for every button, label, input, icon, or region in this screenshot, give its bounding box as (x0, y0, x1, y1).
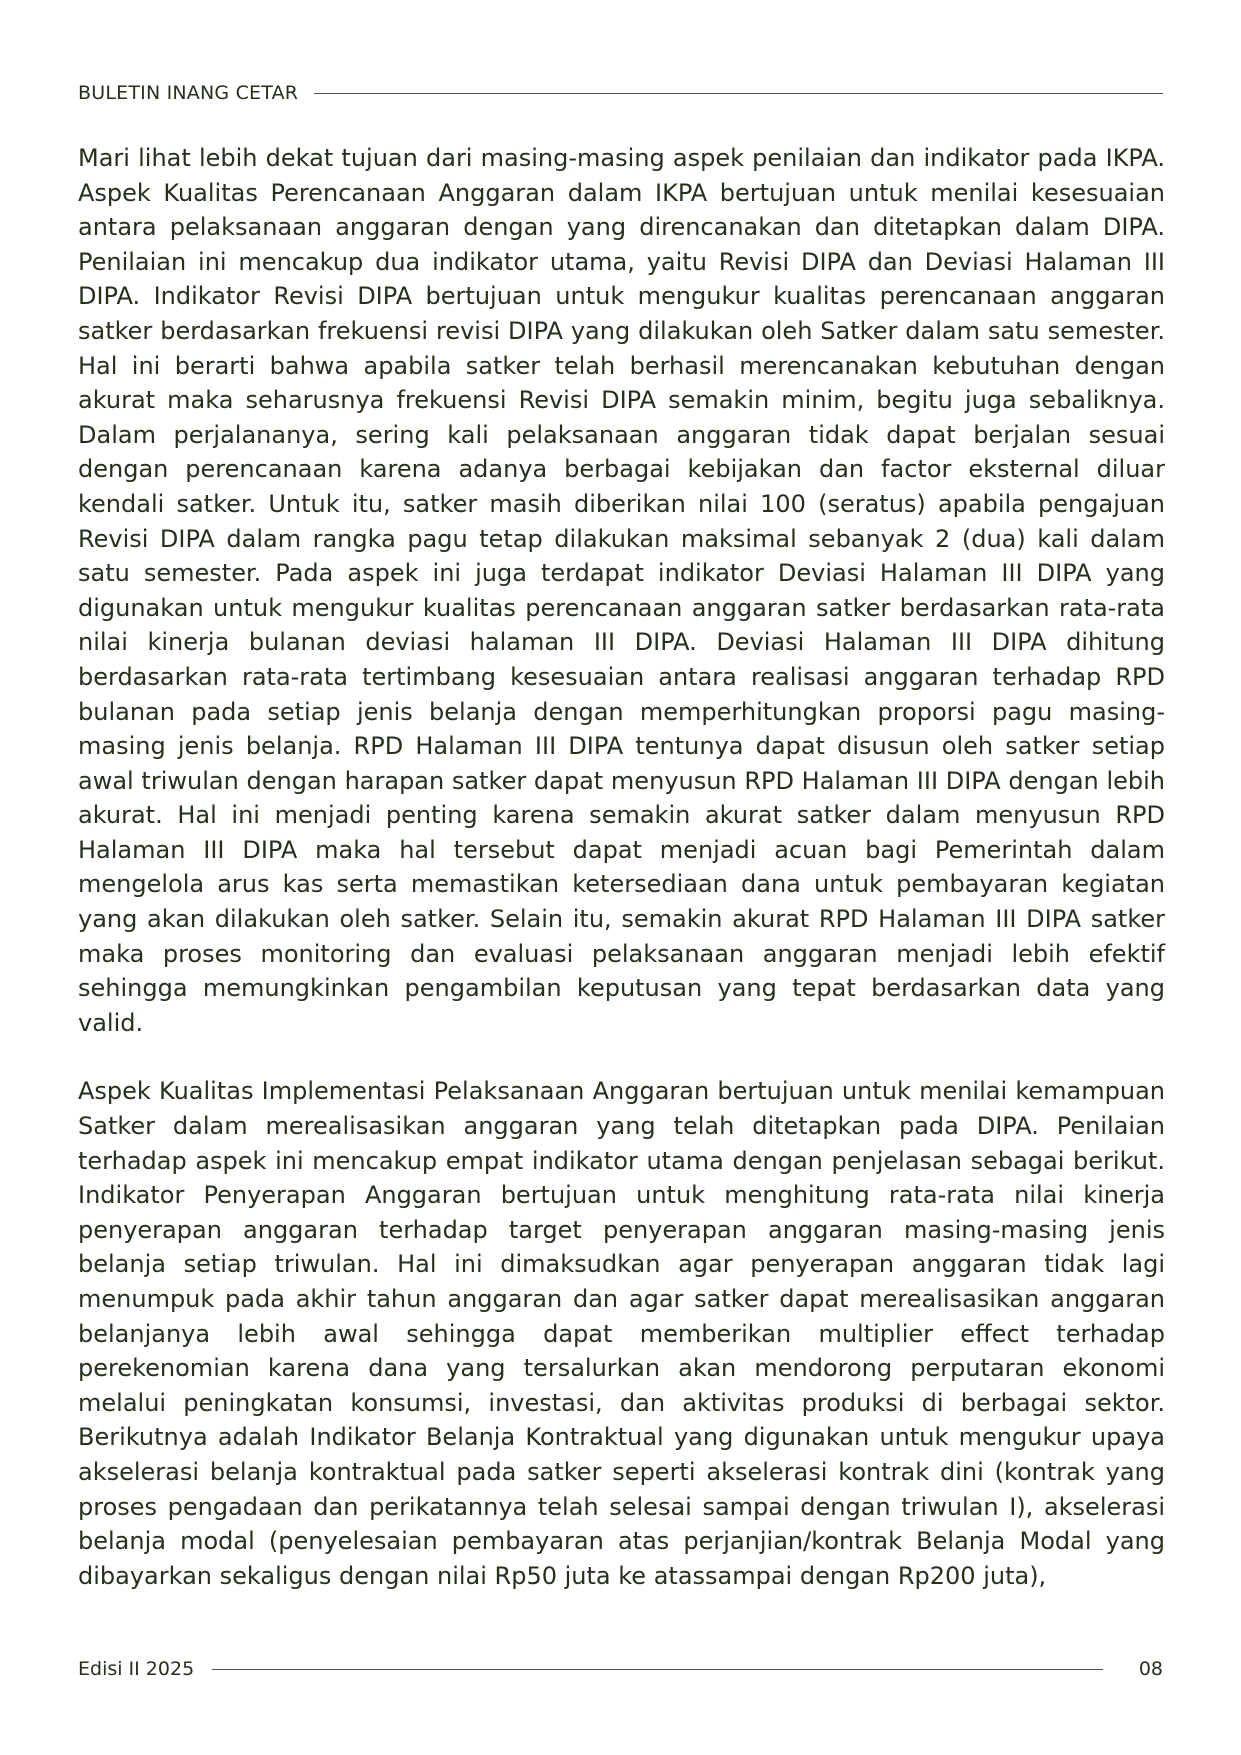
page-header (78, 78, 1163, 108)
publication-title: BULETIN INANG CETAR (78, 82, 299, 104)
page-footer (78, 1654, 1163, 1684)
article-body (78, 141, 1165, 1593)
page-number: 08 (1138, 1658, 1163, 1680)
edition-label: Edisi II 2025 (78, 1658, 195, 1680)
body-paragraph: Aspek Kualitas Implementasi Pelaksanaan Anggaran bertujuan untuk menilai kemampuan Satker dalam merealisasikan anggaran yang telah ditetapkan pada DIPA. Penilaian terhadap aspek ini mencakup empat indikator utama dengan penjelasan sebagai berikut. Indikator Penyerapan Anggaran bertujuan untuk menghitung rata-rata nilai kinerja penyerapan anggaran terhadap target penyerapan anggaran masing-masing jenis belanja setiap triwulan. Hal ini dimaksudkan agar penyerapan anggaran tidak lagi menumpuk pada akhir tahun anggaran dan agar satker dapat merealisasikan anggaran belanjanya lebih awal sehingga dapat memberikan multiplier effect terhadap perekenomian karena dana yang tersalurkan akan mendorong perputaran ekonomi melalui peningkatan konsumsi, investasi, dan aktivitas produksi di berbagai sektor. Berikutnya adalah Indikator Belanja Kontraktual yang digunakan untuk mengukur upaya akselerasi belanja kontraktual pada satker seperti akselerasi kontrak dini (kontrak yang proses pengadaan dan perikatannya telah selesai sampai dengan triwulan I), akselerasi belanja modal (penyelesaian pembayaran atas perjanjian/kontrak Belanja Modal yang dibayarkan sekaligus dengan nilai Rp50 juta ke atassampai dengan Rp200 juta), (78, 1077, 1165, 1590)
header-rule (314, 93, 1163, 94)
footer-rule (212, 1669, 1103, 1670)
body-paragraph: Mari lihat lebih dekat tujuan dari masing-masing aspek penilaian dan indikator pada IKPA. Aspek Kualitas Perencanaan Anggaran dalam IKPA bertujuan untuk menilai kesesuaian antara pelaksanaan anggaran dengan yang direncanakan dan ditetapkan dalam DIPA. Penilaian ini mencakup dua indikator utama, yaitu Revisi DIPA dan Deviasi Halaman III DIPA. Indikator Revisi DIPA bertujuan untuk mengukur kualitas perencanaan anggaran satker berdasarkan frekuensi revisi DIPA yang dilakukan oleh Satker dalam satu semester. Hal ini berarti bahwa apabila satker telah berhasil merencanakan kebutuhan dengan akurat maka seharusnya frekuensi Revisi DIPA semakin minim, begitu juga sebaliknya. Dalam perjalananya, sering kali pelaksanaan anggaran tidak dapat berjalan sesuai dengan perencanaan karena adanya berbagai kebijakan dan factor eksternal diluar kendali satker. Untuk itu, satker masih diberikan nilai 100 (seratus) apabila pengajuan Revisi DIPA dalam rangka pagu tetap dilakukan maksimal sebanyak 2 (dua) kali dalam satu semester. Pada aspek ini juga terdapat indikator Deviasi Halaman III DIPA yang digunakan untuk mengukur kualitas perencanaan anggaran satker berdasarkan rata-rata nilai kinerja bulanan deviasi halaman III DIPA. Deviasi Halaman III DIPA dihitung berdasarkan rata-rata tertimbang kesesuaian antara realisasi anggaran terhadap RPD bulanan pada setiap jenis belanja dengan memperhitungkan proporsi pagu masing-masing jenis belanja. RPD Halaman III DIPA tentunya dapat disusun oleh satker setiap awal triwulan dengan harapan satker dapat menyusun RPD Halaman III DIPA dengan lebih akurat. Hal ini menjadi penting karena semakin akurat satker dalam menyusun RPD Halaman III DIPA maka hal tersebut dapat menjadi acuan bagi Pemerintah dalam mengelola arus kas serta memastikan ketersediaan dana untuk pembayaran kegiatan yang akan dilakukan oleh satker. Selain itu, semakin akurat RPD Halaman III DIPA satker maka proses monitoring dan evaluasi pelaksanaan anggaran menjadi lebih efektif sehingga memungkinkan pengambilan keputusan yang tepat berdasarkan data yang valid. (78, 144, 1165, 1037)
